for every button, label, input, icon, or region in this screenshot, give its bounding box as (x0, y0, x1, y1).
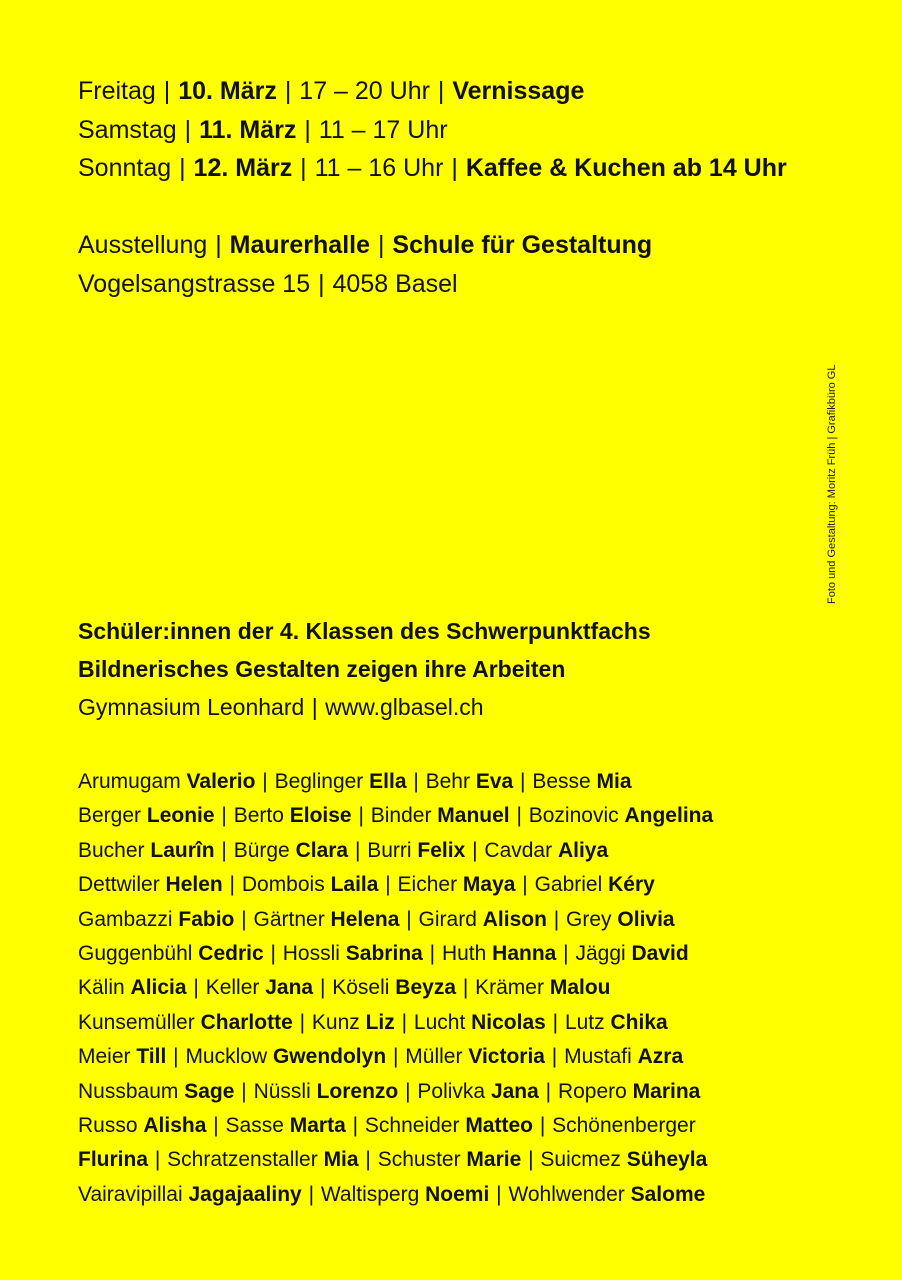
student-first-name: Olivia (617, 907, 675, 931)
intro-line-1: Schüler:innen der 4. Klassen des Schwerpunktfachs (78, 618, 651, 644)
separator: | (510, 804, 528, 828)
names-row (78, 1109, 713, 1143)
student-first-name: Noemi (425, 1182, 490, 1206)
student-last-name: Nussbaum (78, 1079, 179, 1103)
student-first-name: Angelina (624, 804, 714, 828)
student-last-name: Müller (405, 1045, 463, 1069)
time: 17 – 20 Uhr (299, 77, 430, 105)
intro-block (78, 612, 651, 726)
student-first-name: Jana (490, 1079, 539, 1103)
separator: | (318, 269, 325, 298)
student-first-name: Salome (630, 1182, 706, 1206)
separator: | (379, 873, 397, 897)
separator: | (546, 1010, 564, 1034)
student-first-name: Eva (475, 770, 514, 793)
student-first-name: Fabio (178, 907, 235, 931)
student-names-list (78, 765, 713, 1212)
date: 11. März (199, 115, 297, 144)
student-last-name: Mucklow (185, 1045, 268, 1069)
separator: | (466, 838, 484, 862)
student-last-name: Schneider (364, 1114, 460, 1138)
student-last-name: Waltisperg (320, 1182, 420, 1206)
venue-school: Schule für Gestaltung (392, 231, 653, 259)
names-row (78, 765, 713, 799)
student-first-name: Till (136, 1045, 167, 1069)
separator: | (557, 942, 575, 966)
student-first-name: Mia (596, 770, 632, 793)
names-row (78, 1143, 713, 1177)
student-first-name: Leonie (146, 804, 215, 828)
student-first-name: Marina (632, 1079, 701, 1103)
student-first-name: Mia (323, 1148, 359, 1172)
separator: | (457, 976, 475, 1000)
student-last-name: Cavdar (484, 838, 553, 862)
student-last-name: Dombois (241, 873, 325, 897)
separator: | (346, 1114, 364, 1138)
student-first-name: Victoria (468, 1045, 545, 1069)
separator: | (149, 1148, 167, 1172)
schedule-row-sunday (78, 149, 787, 188)
separator: | (395, 1010, 413, 1034)
separator: | (215, 838, 233, 862)
separator: | (215, 231, 222, 259)
student-first-name: Cedric (198, 942, 264, 966)
separator: | (264, 942, 282, 966)
student-last-name: Girard (418, 907, 477, 931)
student-last-name: Gambazzi (78, 907, 173, 931)
separator: | (522, 1148, 540, 1172)
student-first-name: Nicolas (471, 1010, 546, 1034)
day: Samstag (78, 115, 177, 144)
separator: | (400, 907, 418, 931)
separator: | (167, 1045, 185, 1069)
student-last-name: Berger (78, 804, 142, 828)
student-first-name: Valerio (186, 770, 256, 793)
student-first-name: Manuel (437, 804, 510, 828)
separator: | (304, 115, 311, 144)
student-last-name: Behr (425, 770, 470, 793)
student-last-name: Bucher (78, 838, 145, 862)
student-first-name: Laurîn (150, 838, 215, 862)
names-row (78, 1178, 713, 1212)
student-first-name: Lorenzo (316, 1079, 399, 1103)
separator: | (514, 770, 532, 793)
student-last-name: Meier (78, 1045, 131, 1069)
date: 12. März (193, 154, 293, 182)
student-first-name: Alicia (130, 976, 187, 1000)
names-row (78, 1040, 713, 1074)
student-last-name: Lutz (564, 1010, 605, 1034)
names-row (78, 834, 713, 868)
separator: | (235, 1079, 253, 1103)
school-row (78, 688, 651, 726)
separator: | (451, 154, 458, 182)
student-last-name: Mustafi (564, 1045, 632, 1069)
venue-label: Ausstellung (78, 231, 208, 259)
student-last-name: Eicher (397, 873, 458, 897)
separator: | (539, 1079, 557, 1103)
day: Sonntag (78, 154, 172, 182)
student-first-name: Laila (330, 873, 379, 897)
student-last-name: Ropero (557, 1079, 627, 1103)
day: Freitag (78, 77, 156, 105)
student-last-name: Bozinovic (528, 804, 619, 828)
student-first-name: Alisha (143, 1114, 207, 1138)
time: 11 – 17 Uhr (318, 115, 448, 144)
student-last-name: Wohlwender (508, 1182, 625, 1206)
student-last-name: Arumugam (78, 770, 181, 793)
student-first-name: Kéry (608, 873, 655, 897)
student-last-name: Polivka (417, 1079, 486, 1103)
student-first-name: Maya (462, 873, 516, 897)
student-first-name: Clara (295, 838, 349, 862)
student-first-name: Jagajaaliny (188, 1182, 302, 1206)
student-last-name: Keller (205, 976, 260, 1000)
student-first-name: Jana (265, 976, 314, 1000)
student-first-name: Sage (184, 1079, 235, 1103)
separator: | (215, 804, 233, 828)
schedule-row-friday (78, 72, 787, 111)
student-first-name: Liz (365, 1010, 395, 1034)
separator: | (490, 1182, 508, 1206)
student-first-name: Helen (165, 873, 223, 897)
student-first-name: Felix (417, 838, 466, 862)
separator: | (547, 907, 566, 931)
student-first-name: Hanna (492, 942, 557, 966)
website-link[interactable]: www.glbasel.ch (325, 694, 484, 720)
student-last-name: Gärtner (253, 907, 325, 931)
separator: | (545, 1045, 564, 1069)
address-row (78, 265, 652, 304)
separator: | (407, 770, 425, 793)
student-first-name: Malou (549, 976, 611, 1000)
photo-credit: Foto und Gestaltung: Moritz Früh | Grafikbüro GL (826, 364, 838, 604)
student-last-name: Lucht (413, 1010, 466, 1034)
student-last-name: Schönenberger (552, 1114, 696, 1138)
student-last-name: Kunz (311, 1010, 360, 1034)
names-row (78, 1075, 713, 1109)
venue-hall: Maurerhalle (229, 231, 370, 259)
student-last-name: Huth (441, 942, 487, 966)
student-first-name: Süheyla (626, 1148, 708, 1172)
student-first-name: Gwendolyn (272, 1045, 387, 1069)
student-first-name: David (631, 942, 689, 966)
names-row (78, 799, 713, 833)
student-last-name: Beglinger (274, 770, 364, 793)
separator: | (293, 1010, 311, 1034)
student-last-name: Berto (233, 804, 284, 828)
student-last-name: Russo (78, 1114, 138, 1138)
student-last-name: Hossli (282, 942, 340, 966)
student-last-name: Bürge (233, 838, 290, 862)
schedule-block (78, 72, 787, 188)
venue-city: 4058 Basel (332, 269, 458, 298)
separator: | (302, 1182, 320, 1206)
separator: | (223, 873, 241, 897)
note: Kaffee & Kuchen ab 14 Uhr (465, 154, 787, 182)
separator: | (516, 873, 534, 897)
venue-row (78, 226, 652, 265)
student-first-name: Marie (466, 1148, 522, 1172)
student-first-name: Marta (289, 1114, 346, 1138)
student-first-name: Chika (610, 1010, 668, 1034)
student-first-name: Azra (637, 1045, 684, 1069)
student-first-name: Matteo (465, 1114, 533, 1138)
student-first-name: Sabrina (345, 942, 423, 966)
separator: | (163, 77, 171, 105)
names-row (78, 971, 713, 1005)
student-last-name: Kälin (78, 976, 125, 1000)
student-last-name: Krämer (475, 976, 544, 1000)
separator: | (423, 942, 441, 966)
time: 11 – 16 Uhr (314, 154, 444, 182)
separator: | (256, 770, 274, 793)
note: Vernissage (452, 77, 585, 105)
separator: | (235, 907, 253, 931)
student-last-name: Schratzenstaller (167, 1148, 318, 1172)
student-last-name: Schuster (377, 1148, 461, 1172)
student-last-name: Guggenbühl (78, 942, 193, 966)
student-last-name: Grey (566, 907, 612, 931)
separator: | (533, 1114, 552, 1138)
student-last-name: Gabriel (534, 873, 603, 897)
separator: | (284, 77, 292, 105)
school-name: Gymnasium Leonhard (78, 694, 305, 720)
separator: | (187, 976, 205, 1000)
student-last-name: Dettwiler (78, 873, 160, 897)
names-row (78, 1006, 713, 1040)
venue-street: Vogelsangstrasse 15 (78, 269, 311, 298)
intro-line-2: Bildnerisches Gestalten zeigen ihre Arbeiten (78, 656, 566, 682)
venue-block (78, 226, 652, 303)
student-last-name: Köseli (332, 976, 390, 1000)
separator: | (349, 838, 367, 862)
student-last-name: Vairavipillai (78, 1182, 183, 1206)
student-first-name: Aliya (557, 838, 609, 862)
separator: | (352, 804, 370, 828)
student-last-name: Jäggi (575, 942, 626, 966)
separator: | (377, 231, 385, 259)
student-last-name: Suicmez (540, 1148, 621, 1172)
schedule-row-saturday (78, 111, 787, 150)
separator: | (179, 154, 186, 182)
names-row (78, 903, 713, 937)
student-first-name: Alison (482, 907, 547, 931)
student-last-name: Kunsemüller (78, 1010, 195, 1034)
separator: | (437, 77, 445, 105)
student-first-name: Beyza (395, 976, 456, 1000)
separator: | (300, 154, 307, 182)
student-last-name: Sasse (225, 1114, 284, 1138)
separator: | (314, 976, 332, 1000)
student-last-name: Besse (532, 770, 591, 793)
student-last-name: Nüssli (253, 1079, 311, 1103)
student-first-name: Charlotte (200, 1010, 293, 1034)
student-first-name: Ella (369, 770, 407, 793)
names-row (78, 868, 713, 902)
separator: | (311, 694, 318, 720)
separator: | (399, 1079, 417, 1103)
student-first-name: Flurina (78, 1148, 149, 1172)
separator: | (387, 1045, 405, 1069)
separator: | (359, 1148, 377, 1172)
names-row (78, 937, 713, 971)
student-first-name: Helena (330, 907, 400, 931)
separator: | (207, 1114, 225, 1138)
separator: | (184, 115, 192, 144)
date: 10. März (178, 77, 277, 105)
student-first-name: Eloise (289, 804, 352, 828)
student-last-name: Burri (367, 838, 412, 862)
student-last-name: Binder (370, 804, 432, 828)
